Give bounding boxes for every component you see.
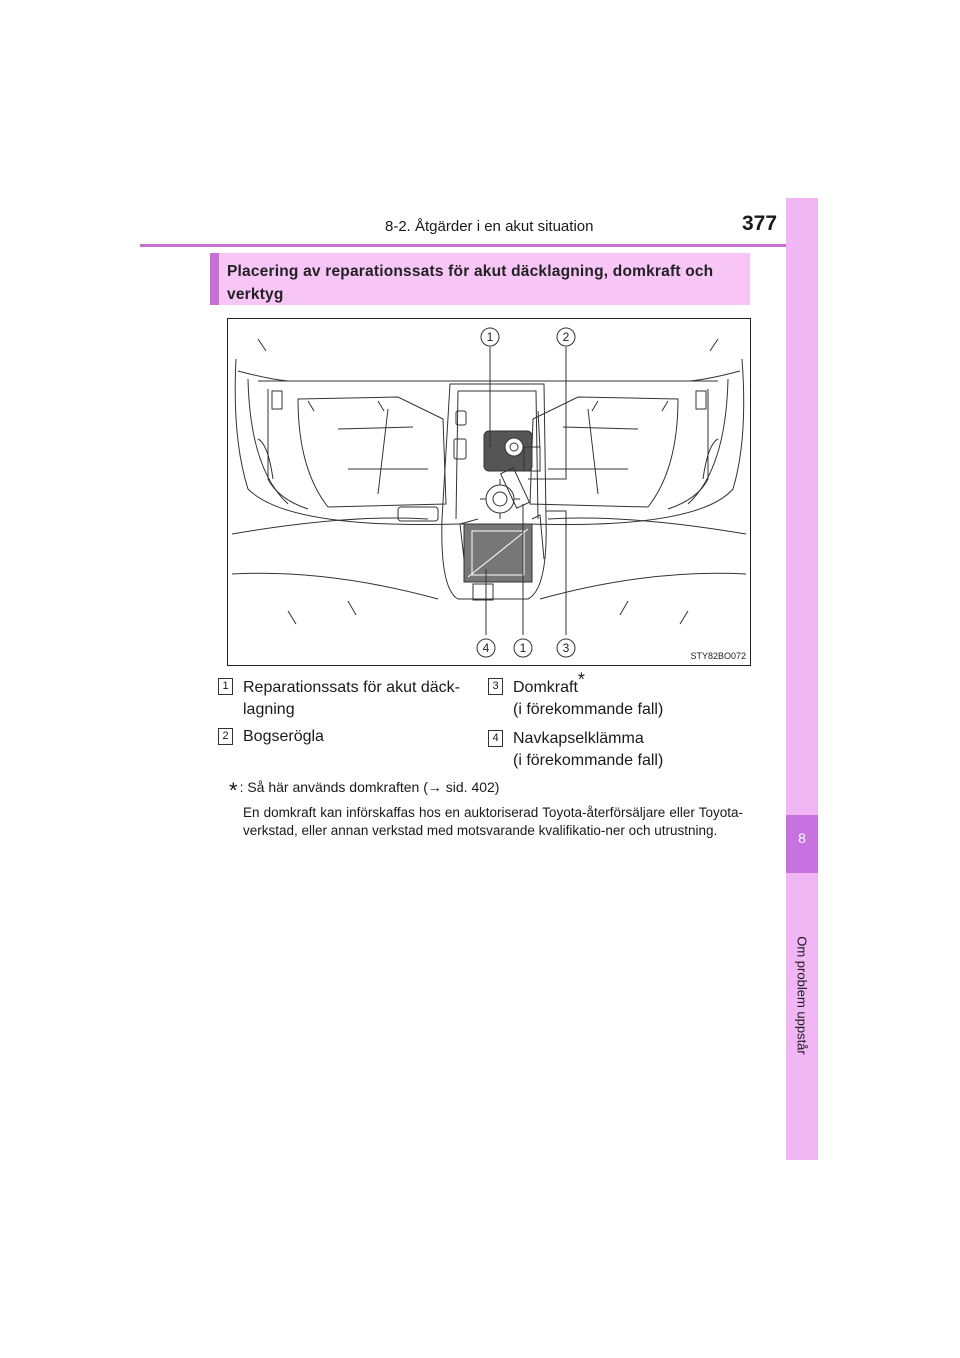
trunk-illustration — [227, 318, 751, 666]
legend-item-4 — [513, 728, 663, 772]
legend-item-2 — [243, 726, 324, 748]
legend-number-1: 1 — [218, 678, 233, 695]
legend-item-1-line1: Reparationssats för akut däck- — [243, 679, 460, 696]
legend-item-1 — [243, 677, 460, 721]
legend-number-4: 4 — [488, 730, 503, 747]
legend-item-3-line2: (i förekommande fall) — [513, 701, 664, 718]
section-title: 8-2. Åtgärder i en akut situation — [385, 218, 594, 235]
legend-item-2-line1: Bogserögla — [243, 728, 324, 745]
callout-bottom-3: 3 — [562, 641, 570, 655]
legend-number-3: 3 — [488, 678, 503, 695]
footnote — [229, 778, 499, 804]
banner-title: Placering av reparationssats för akut däcklagning, domkraft och verktyg — [227, 263, 714, 303]
legend-item-3 — [513, 669, 664, 721]
legend-item-4-line2: (i förekommande fall) — [513, 752, 664, 769]
legend-item-3-asterisk: * — [577, 669, 585, 690]
footnote-text: : Så här används domkraften (→ sid. 402) — [239, 779, 500, 795]
page-number: 377 — [742, 212, 778, 235]
legend-item-1-line2: lagning — [243, 701, 295, 718]
banner-accent-bar — [210, 253, 219, 305]
chapter-title-container — [786, 884, 818, 1114]
footnote-star: * — [229, 778, 238, 803]
callout-top-2: 2 — [562, 330, 570, 344]
legend-item-4-line1: Navkapselklämma — [513, 730, 644, 747]
header-divider — [140, 244, 818, 247]
callout-bottom-4: 4 — [482, 641, 490, 655]
legend-item-3-line1: Domkraft — [513, 679, 578, 696]
callout-top-1: 1 — [486, 330, 494, 344]
chapter-number: 8 — [798, 830, 806, 846]
section-banner — [210, 253, 750, 305]
trunk-drawing — [228, 319, 750, 665]
callout-bottom-1: 1 — [519, 641, 527, 655]
legend-number-2: 2 — [218, 728, 233, 745]
figure-code: STY82BO072 — [690, 651, 746, 661]
chapter-title: Om problem uppstår — [794, 936, 810, 1055]
note-paragraph: En domkraft kan införskaffas hos en auktoriserad Toyota-återförsäljare eller Toyota-verkstad, eller annan verkstad med motsvarande kvalifikatio-ner och utrustning. — [243, 805, 743, 838]
